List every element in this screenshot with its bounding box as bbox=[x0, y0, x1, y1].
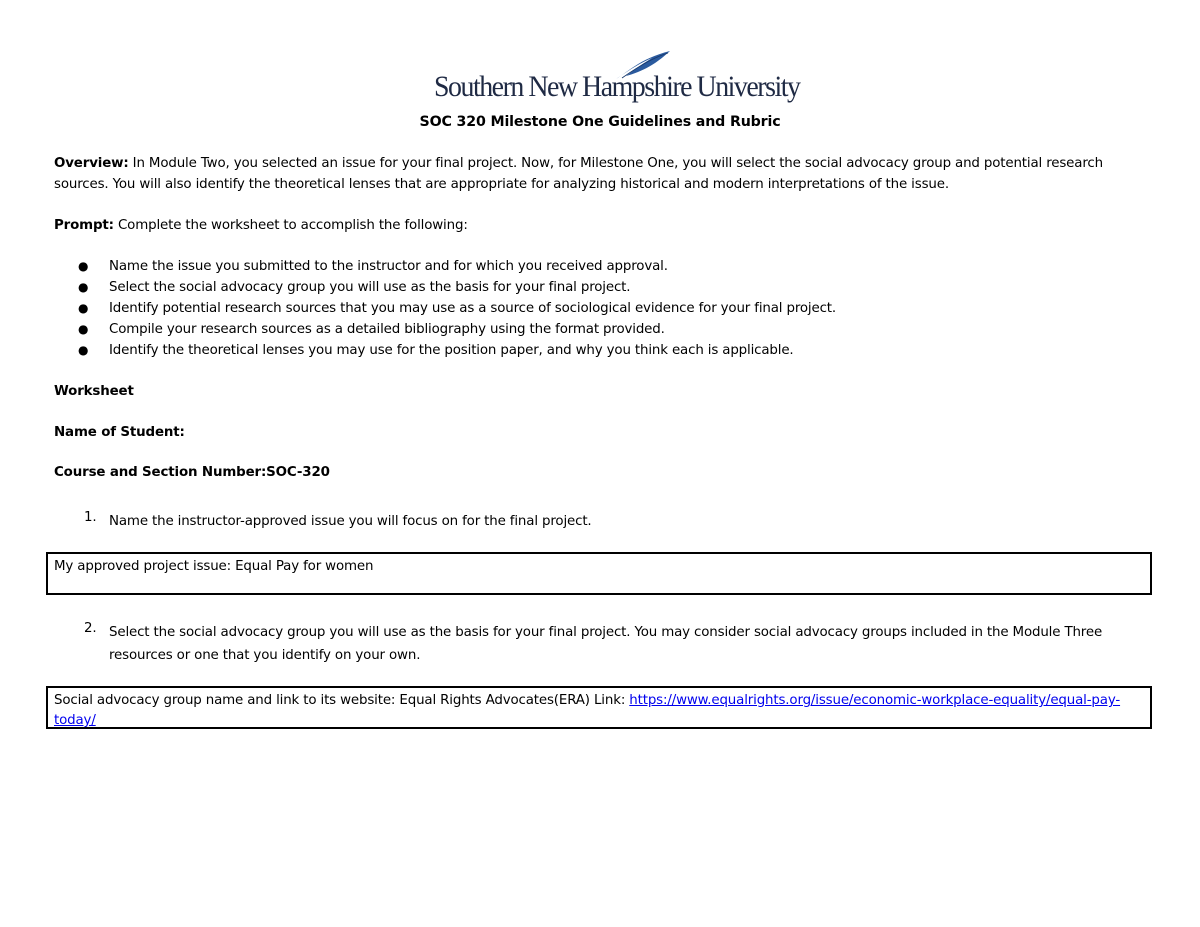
prompt-label: Prompt: bbox=[54, 218, 114, 233]
question-number: 1. bbox=[84, 510, 97, 525]
prompt-text: Complete the worksheet to accomplish the following: bbox=[113, 218, 468, 233]
overview-paragraph bbox=[54, 153, 1144, 195]
bullet-icon: ● bbox=[78, 280, 89, 294]
answer-box-2[interactable] bbox=[46, 686, 1152, 729]
list-item: ● Identify potential research sources that you may use as a source of sociological evidence for your final project. bbox=[54, 298, 836, 319]
logo-wordmark: Southern New Hampshire University bbox=[434, 70, 800, 103]
prompt-paragraph bbox=[54, 215, 1144, 236]
worksheet-heading: Worksheet bbox=[54, 384, 134, 399]
list-item: ● Select the social advocacy group you will use as the basis for your final project. bbox=[54, 277, 836, 298]
bullet-icon: ● bbox=[78, 343, 89, 357]
overview-label: Overview: bbox=[54, 156, 129, 171]
list-item: ● Name the issue you submitted to the instructor and for which you received approval. bbox=[54, 256, 836, 277]
student-name-label: Name of Student: bbox=[54, 425, 185, 440]
question-text: Select the social advocacy group you will use as the basis for your final project. You may consider social advocacy groups included in the Module Three resources or one that you identify on your own. bbox=[109, 625, 1103, 663]
advocacy-group-link[interactable]: https://www.equalrights.org/issue/economic-workplace-equality/equal-pay-today/ bbox=[54, 693, 1121, 728]
course-section-label: Course and Section Number:SOC-320 bbox=[54, 465, 330, 480]
bullet-icon: ● bbox=[78, 301, 89, 315]
answer-text: My approved project issue: Equal Pay for women bbox=[54, 559, 374, 574]
overview-text: In Module Two, you selected an issue for your final project. Now, for Milestone One, you will select the social advocacy group and potential research sources. You will also identify the theoretical lenses that are appropriate for analyzing historical and modern interpretations of the issue. bbox=[54, 156, 1103, 192]
question-text: Name the instructor-approved issue you will focus on for the final project. bbox=[109, 514, 592, 529]
page-title: SOC 320 Milestone One Guidelines and Rubric bbox=[419, 114, 781, 130]
answer-text: Social advocacy group name and link to its website: Equal Rights Advocates(ERA) Link: bbox=[54, 693, 630, 708]
requirements-list bbox=[54, 256, 836, 361]
list-item: ● Compile your research sources as a detailed bibliography using the format provided. bbox=[54, 319, 836, 340]
list-item: ● Identify the theoretical lenses you may use for the position paper, and why you think each is applicable. bbox=[54, 340, 836, 361]
university-logo bbox=[434, 50, 800, 106]
bullet-icon: ● bbox=[78, 322, 89, 336]
answer-box-1[interactable] bbox=[46, 552, 1152, 595]
bullet-icon: ● bbox=[78, 259, 89, 273]
question-number: 2. bbox=[84, 621, 97, 636]
